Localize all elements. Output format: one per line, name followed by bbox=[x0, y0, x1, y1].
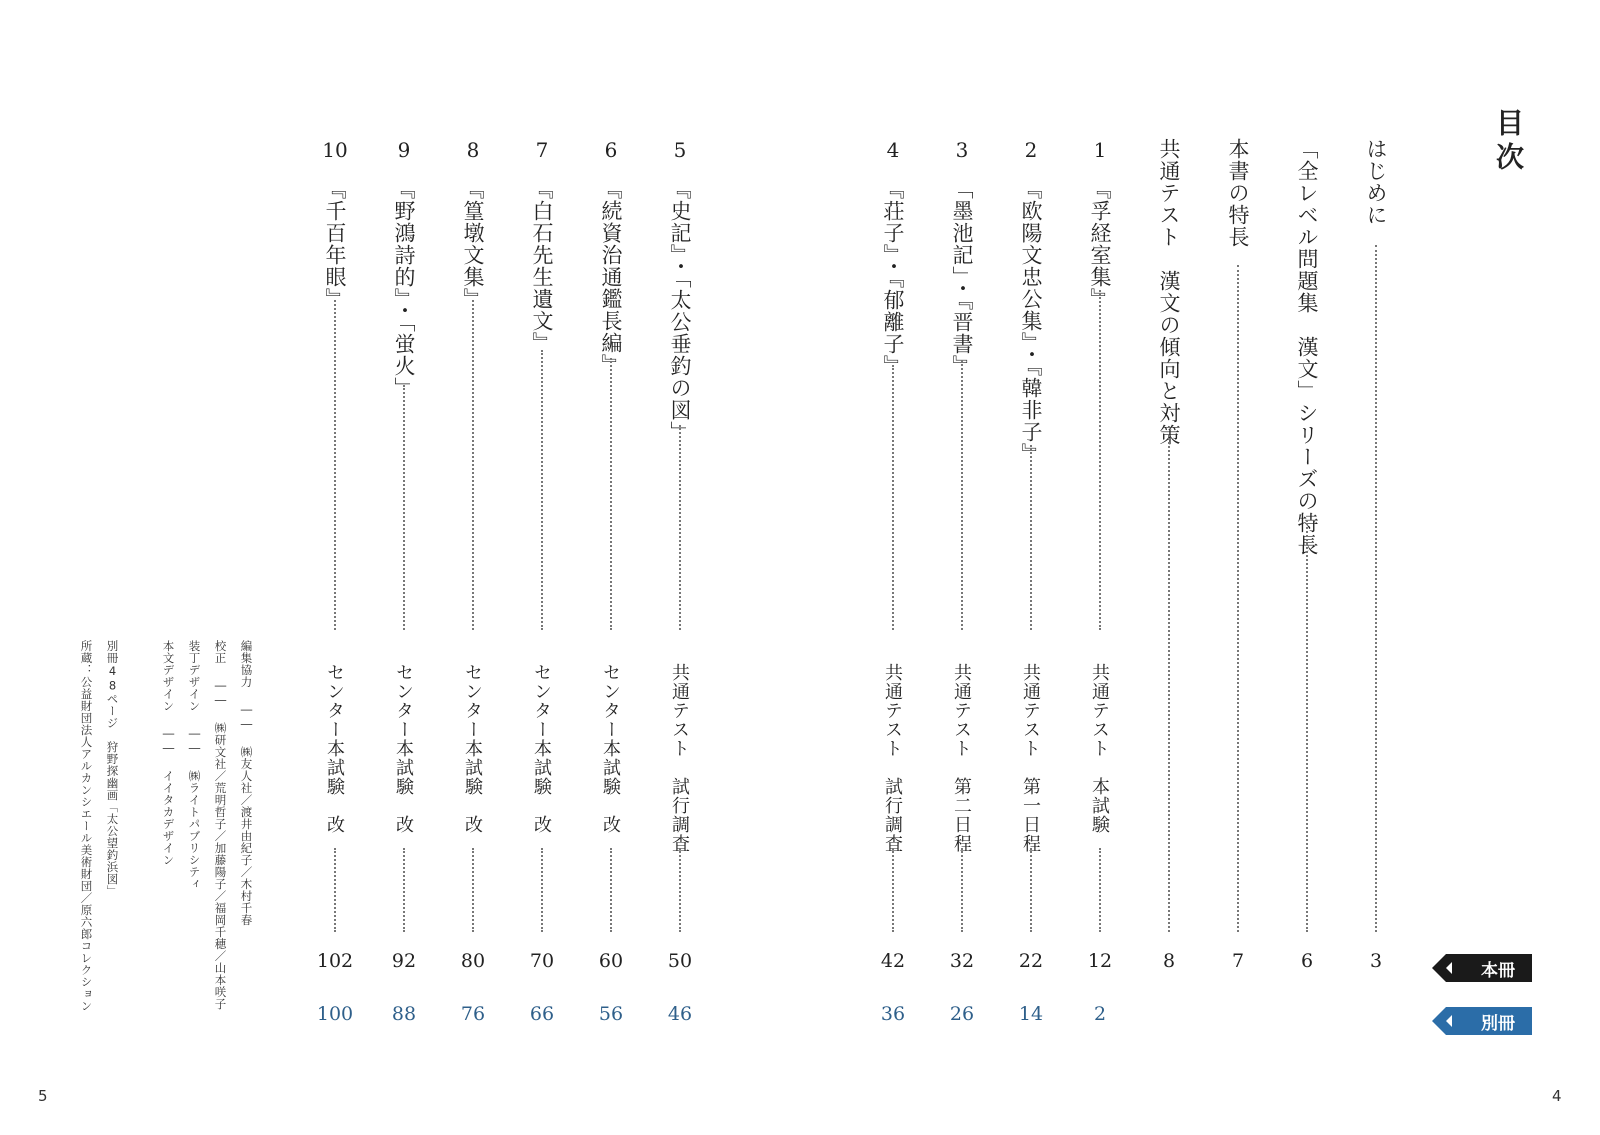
bessatsu-page: 66 bbox=[529, 1003, 555, 1025]
credit-cover-design: 装丁デザイン ―― ㈱ライトパブリシティ bbox=[187, 640, 202, 890]
folio-left: 5 bbox=[38, 1087, 48, 1105]
entry-page: 8 bbox=[1162, 950, 1176, 972]
toc-entry-lesson-8[interactable] bbox=[453, 0, 493, 1135]
credit-text-design: 本文デザイン ―― イイタカデザイン bbox=[161, 640, 176, 866]
bessatsu-page: 56 bbox=[598, 1003, 624, 1025]
exam-source: 共通テスト 第一日程 bbox=[1020, 663, 1041, 853]
leader-dots bbox=[1237, 265, 1239, 932]
lesson-title: 「墨池記」・『晋書』 bbox=[950, 178, 974, 377]
lesson-page: 102 bbox=[316, 950, 354, 972]
supplement-volume-tag bbox=[1452, 1007, 1532, 1035]
lesson-number: 10 bbox=[322, 138, 348, 162]
toc-entry-series-features[interactable] bbox=[1287, 0, 1327, 1135]
lesson-number: 8 bbox=[466, 138, 480, 162]
lesson-page: 50 bbox=[667, 950, 693, 972]
entry-title: 本書の特長 bbox=[1226, 138, 1250, 248]
leader-dots bbox=[1375, 245, 1377, 932]
leader-dots bbox=[1099, 848, 1101, 932]
credit-illustration: 別冊48ページ 狩野探幽画「太公望釣浜図」 bbox=[105, 640, 120, 897]
exam-source: センター本試験 改 bbox=[393, 663, 414, 834]
toc-entry-lesson-6[interactable] bbox=[591, 0, 631, 1135]
leader-dots bbox=[679, 425, 681, 630]
entry-title: 共通テスト 漢文の傾向と対策 bbox=[1157, 138, 1181, 446]
lesson-number: 2 bbox=[1024, 138, 1038, 162]
bessatsu-page: 36 bbox=[880, 1003, 906, 1025]
bessatsu-page: 88 bbox=[391, 1003, 417, 1025]
leader-dots bbox=[892, 848, 894, 932]
lesson-number: 3 bbox=[955, 138, 969, 162]
exam-source: センター本試験 改 bbox=[462, 663, 483, 834]
lesson-title: 『史記』・「太公垂釣の図」 bbox=[668, 178, 692, 443]
chevron-left-icon bbox=[1432, 1007, 1460, 1035]
folio-right: 4 bbox=[1552, 1087, 1562, 1105]
credit-collection: 所蔵：公益財団法人アルカンシエール美術財団／原六郎コレクション bbox=[79, 640, 94, 1012]
toc-entry-book-features[interactable] bbox=[1218, 0, 1258, 1135]
leader-dots bbox=[1030, 848, 1032, 932]
lesson-number: 7 bbox=[535, 138, 549, 162]
lesson-title: 『荘子』・『郁離子』 bbox=[881, 178, 905, 377]
entry-title: 「全レベル問題集 漢文」シリーズの特長 bbox=[1295, 138, 1319, 556]
entry-page: 3 bbox=[1369, 950, 1383, 972]
bessatsu-page: 14 bbox=[1018, 1003, 1044, 1025]
lesson-number: 1 bbox=[1093, 138, 1107, 162]
leader-dots bbox=[961, 848, 963, 932]
bessatsu-page: 46 bbox=[667, 1003, 693, 1025]
main-volume-tag bbox=[1452, 954, 1532, 982]
toc-entry-lesson-9[interactable] bbox=[384, 0, 424, 1135]
lesson-page: 22 bbox=[1018, 950, 1044, 972]
toc-entry-lesson-10[interactable] bbox=[315, 0, 355, 1135]
bessatsu-page: 100 bbox=[316, 1003, 354, 1025]
entry-title: はじめに bbox=[1364, 138, 1388, 226]
exam-source: センター本試験 改 bbox=[324, 663, 345, 834]
lesson-title: 『千百年眼』 bbox=[323, 178, 347, 310]
lesson-page: 92 bbox=[391, 950, 417, 972]
exam-source: センター本試験 改 bbox=[531, 663, 552, 834]
leader-dots bbox=[610, 358, 612, 630]
leader-dots bbox=[403, 848, 405, 932]
toc-entry-lesson-5[interactable] bbox=[660, 0, 700, 1135]
exam-source: 共通テスト 試行調査 bbox=[882, 663, 903, 853]
leader-dots bbox=[610, 848, 612, 932]
bessatsu-page: 2 bbox=[1093, 1003, 1107, 1025]
lesson-title: 『篁墩文集』 bbox=[461, 178, 485, 310]
leader-dots bbox=[334, 300, 336, 630]
lesson-title: 『野鴻詩的』・「蛍火」 bbox=[392, 178, 416, 399]
toc-entry-trends[interactable] bbox=[1149, 0, 1189, 1135]
toc-entry-lesson-3[interactable] bbox=[942, 0, 982, 1135]
lesson-title: 『孚経室集』 bbox=[1088, 178, 1112, 310]
chevron-left-icon bbox=[1432, 954, 1460, 982]
leader-dots bbox=[1306, 520, 1308, 932]
lesson-title: 『白石先生遺文』 bbox=[530, 178, 554, 354]
leader-dots bbox=[679, 848, 681, 932]
bessatsu-page: 76 bbox=[460, 1003, 486, 1025]
credits-block bbox=[70, 640, 260, 1010]
leader-dots bbox=[961, 360, 963, 630]
lesson-number: 9 bbox=[397, 138, 411, 162]
toc-entry-lesson-4[interactable] bbox=[873, 0, 913, 1135]
toc-entry-lesson-7[interactable] bbox=[522, 0, 562, 1135]
lesson-number: 6 bbox=[604, 138, 618, 162]
exam-source: センター本試験 改 bbox=[600, 663, 621, 834]
toc-title: 目次 bbox=[1492, 108, 1525, 176]
leader-dots bbox=[472, 848, 474, 932]
lesson-page: 32 bbox=[949, 950, 975, 972]
lesson-title: 『続資治通鑑長編』 bbox=[599, 178, 623, 376]
lesson-number: 4 bbox=[886, 138, 900, 162]
leader-dots bbox=[1030, 445, 1032, 630]
exam-source: 共通テスト 試行調査 bbox=[669, 663, 690, 853]
leader-dots bbox=[403, 385, 405, 630]
leader-dots bbox=[541, 350, 543, 630]
lesson-page: 42 bbox=[880, 950, 906, 972]
leader-dots bbox=[1168, 435, 1170, 932]
toc-entry-lesson-1[interactable] bbox=[1080, 0, 1120, 1135]
entry-page: 6 bbox=[1300, 950, 1314, 972]
exam-source: 共通テスト 本試験 bbox=[1089, 663, 1110, 834]
lesson-title: 『欧陽文忠公集』・『韓非子』 bbox=[1019, 178, 1043, 465]
credit-proofreading: 校正 ―― ㈱研文社／荒明哲子／加藤陽子／福岡千穂／山本咲子 bbox=[213, 640, 228, 1010]
lesson-number: 5 bbox=[673, 138, 687, 162]
lesson-page: 12 bbox=[1087, 950, 1113, 972]
leader-dots bbox=[472, 300, 474, 630]
exam-source: 共通テスト 第二日程 bbox=[951, 663, 972, 853]
bessatsu-page: 26 bbox=[949, 1003, 975, 1025]
leader-dots bbox=[892, 365, 894, 630]
supplement-volume-label: 別冊 bbox=[1481, 1013, 1515, 1034]
leader-dots bbox=[1099, 290, 1101, 630]
lesson-page: 70 bbox=[529, 950, 555, 972]
leader-dots bbox=[541, 848, 543, 932]
credit-editing: 編集協力 ―― ㈱友人社／渡井由紀子／木村千春 bbox=[239, 640, 254, 926]
entry-page: 7 bbox=[1231, 950, 1245, 972]
lesson-page: 80 bbox=[460, 950, 486, 972]
leader-dots bbox=[334, 848, 336, 932]
toc-entry-preface[interactable] bbox=[1356, 0, 1396, 1135]
lesson-page: 60 bbox=[598, 950, 624, 972]
main-volume-label: 本冊 bbox=[1481, 960, 1515, 981]
toc-entry-lesson-2[interactable] bbox=[1011, 0, 1051, 1135]
